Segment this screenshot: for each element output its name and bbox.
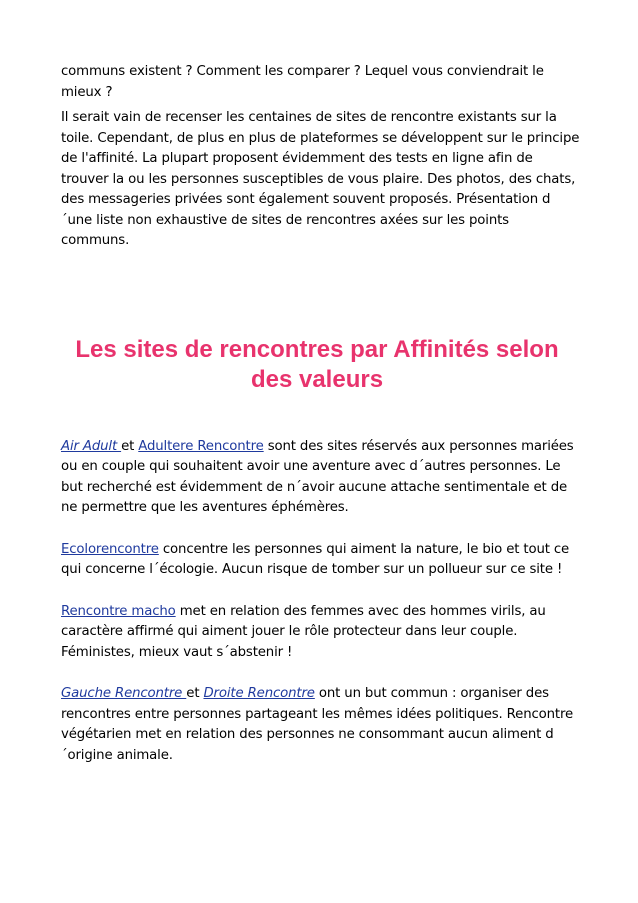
document-page [61, 62, 581, 766]
link-ecolorencontre[interactable]: Ecolorencontre [61, 541, 159, 557]
intro-paragraph-1: communs existent ? Comment les comparer ? Lequel vous conviendrait le mieux ? [61, 64, 544, 100]
joiner-text: et [186, 686, 204, 701]
link-air-adult[interactable]: Air Adult [61, 438, 122, 454]
paragraph-text: ont un but commun : organiser des rencontres entre personnes partageant les mêmes idées politiques. Rencontre végétarien met en relation des personnes ne consommant aucun aliment d´origine animale. [61, 686, 574, 763]
section-heading: Les sites de rencontres par Affinités selon des valeurs [75, 335, 559, 393]
paragraph-text: sont des sites réservés aux personnes mariées ou en couple qui souhaitent avoir une aventure avec d´autres personnes. Le but recherché est évidemment de n´avoir aucune attache sentimentale et de ne permettre que les aventures éphémères. [61, 438, 574, 515]
paragraph-text: met en relation des femmes avec des hommes virils, au caractère affirmé qui aiment jouer le rôle protecteur dans leur couple. Féministes, mieux vaut s´abstenir ! [61, 603, 546, 660]
joiner-text: et [121, 438, 139, 454]
link-gauche-rencontre[interactable]: Gauche Rencontre [61, 686, 187, 701]
link-rencontre-macho[interactable]: Rencontre macho [61, 603, 176, 619]
link-adultere-rencontre[interactable]: Adultere Rencontre [138, 438, 264, 454]
paragraph-text: concentre les personnes qui aiment la nature, le bio et tout ce qui concerne l´écologie. Aucun risque de tomber sur un pollueur sur ce site ! [61, 541, 570, 577]
paragraph-ecolo [61, 540, 581, 581]
link-droite-rencontre[interactable]: Droite Rencontre [203, 686, 315, 701]
paragraph-macho [61, 602, 581, 664]
paragraph-politique [61, 684, 581, 766]
intro-paragraph-2: Il serait vain de recenser les centaines de sites de rencontre existants sur la toile. Cependant, de plus en plus de plateformes se développent sur le principe de l'affinité. La plupart proposent évidemment des tests en ligne afin de trouver la ou les personnes susceptibles de vous plaire. Des photos, des chats, des messageries privées sont également souvent proposés. Présentation d´une liste non exhaustive de sites de rencontres axées sur les points communs. [61, 110, 580, 248]
paragraph-adult-sites [61, 437, 581, 519]
